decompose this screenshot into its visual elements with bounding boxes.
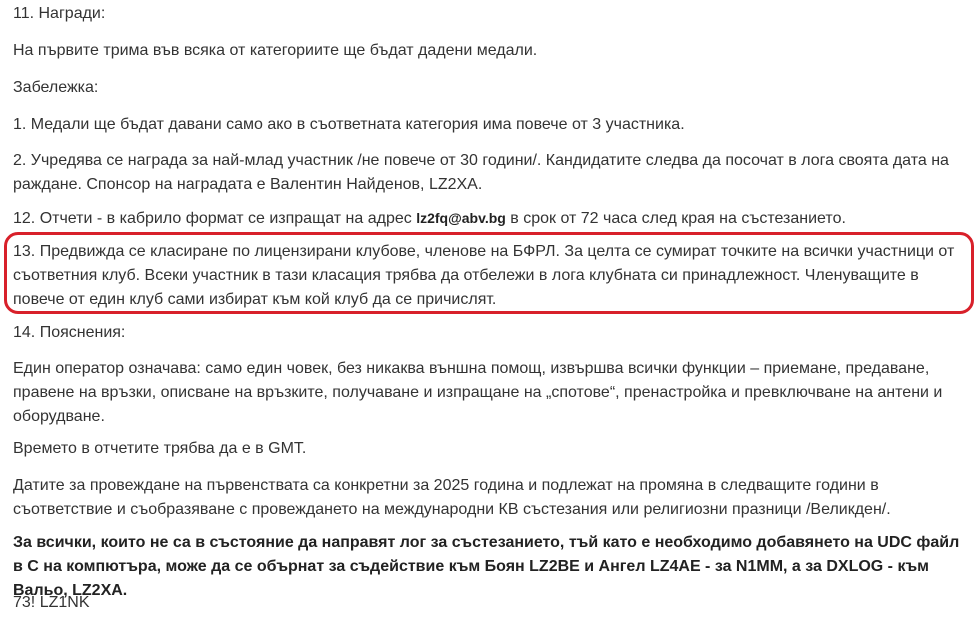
signature: 73! LZ1NK xyxy=(13,594,90,611)
note-2: 2. Учредява се награда за най-млад участник /не повече от 30 години/. Кандидатите следва да посочат в лога своята дата на раждане. Спонсор на наградата е Валентин Найденов, LZ2XA. xyxy=(13,152,949,193)
section-11-body: На първите трима във всяка от категориите ще бъдат дадени медали. xyxy=(13,42,538,59)
section-14-heading: 14. Пояснения: xyxy=(13,324,126,341)
section-11-heading: 11. Награди: xyxy=(13,5,106,22)
highlight-box xyxy=(4,232,974,314)
section-14-paragraph-2: Времето в отчетите трябва да е в GMT. xyxy=(13,440,307,457)
section-12-text-after: в срок от 72 часа след края на състезанието. xyxy=(505,210,846,227)
section-13: 13. Предвижда се класиране по лицензирани клубове, членове на БФРЛ. За целта се сумират точките на всички участници от съответния клуб. Всеки участник в тази класация трябва да отбележи в лога клубната си принадлежност. Членуващите в повече от един клуб сами избират към кой клуб да се причислят. xyxy=(13,243,955,308)
section-14-paragraph-4: За всички, които не са в състояние да направят лог за състезанието, тъй като е необходимо добавянето на UDC файл в С на компютъра, може да се обърнат за съдействие към Боян LZ2BE и Ангел LZ4AE - за N1MM, а за DXLOG - към Вальо, LZ2XA. xyxy=(13,534,960,599)
section-12 xyxy=(13,206,968,231)
section-14-paragraph-1: Един оператор означава: само един човек, без никаква външна помощ, извършва всички функции – приемане, предаване, правене на връзки, описване на връзките, получаване и изпращане на „спотове“, пренастройка и превключване на антени и оборудване. xyxy=(13,360,943,425)
section-14-paragraph-3: Датите за провеждане на първенствата са конкретни за 2025 година и подлежат на промяна в следващите години в съответствие и съобразяване с провеждането на международни КВ състезания или религиозни празници /Великден/. xyxy=(13,477,891,518)
section-12-text-before: 12. Отчети - в кабрило формат се изпращат на адрес xyxy=(13,210,417,227)
note-label: Забележка: xyxy=(13,79,99,96)
email-address: lz2fq@abv.bg xyxy=(416,210,506,226)
note-1: 1. Медали ще бъдат давани само ако в съответната категория има повече от 3 участника. xyxy=(13,116,685,133)
